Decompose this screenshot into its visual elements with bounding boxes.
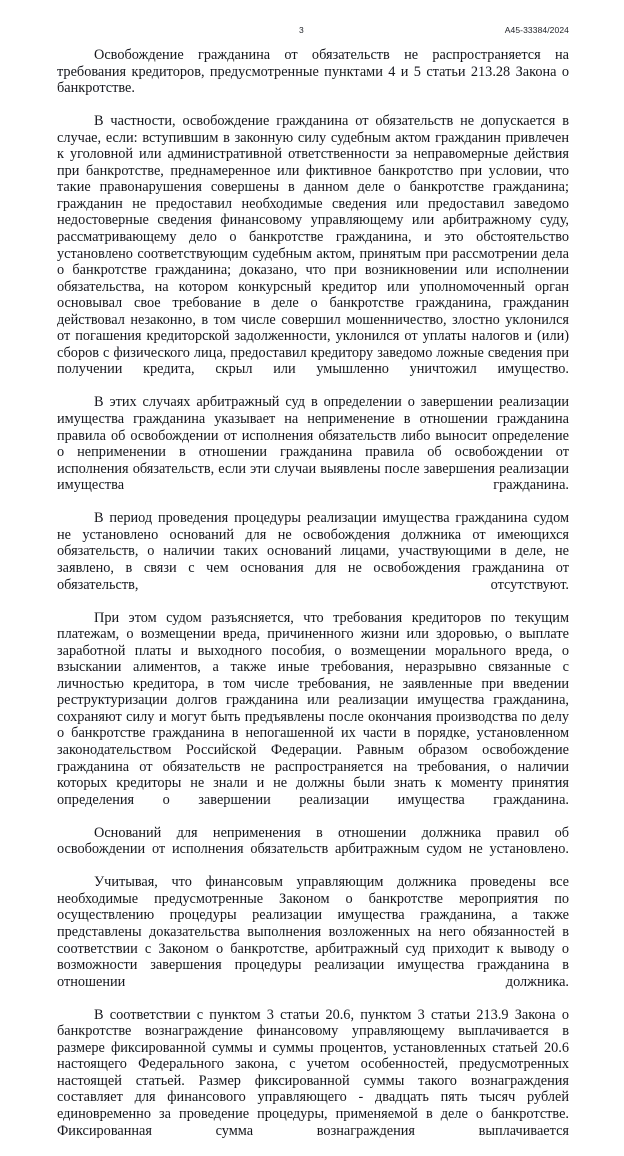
paragraph-4: В период проведения процедуры реализации имущества гражданина судом не установлено оснований для не освобождения должника от имеющихся обязательств, о наличии таких оснований лицами, участвующими в деле, не заявлено, в связи с чем основания для не освобождения гражданина от обязательств, отсутствуют. xyxy=(57,510,569,593)
paragraph-7: Учитывая, что финансовым управляющим должника проведены все необходимые предусмотренные Законом о банкротстве мероприятия по осуществлению процедуры реализации имущества гражданина, а также представлены доказательства выполнения возложенных на него обязанностей в соответствии с Законом о банкротстве, арбитражный суд приходит к выводу о возможности завершения процедуры реализации имущества гражданина в отношении должника. xyxy=(57,874,569,990)
paragraph-6: Оснований для неприменения в отношении должника правил об освобождении от исполнения обязательств арбитражным судом не установлено. xyxy=(57,824,569,858)
page-header xyxy=(58,25,572,39)
document-body xyxy=(57,47,569,1156)
page-number: 3 xyxy=(299,25,304,35)
paragraph-3: В этих случаях арбитражный суд в определении о завершении реализации имущества гражданина указывает на неприменение в отношении гражданина правила об освобождении от исполнения обязательств либо выносит определение о неприменении в отношении гражданина правила об освобождении от исполнения обязательств, если эти случаи выявлены после завершения реализации имущества гражданина. xyxy=(57,394,569,494)
paragraph-1: Освобождение гражданина от обязательств не распространяется на требования кредиторов, предусмотренные пунктами 4 и 5 статьи 213.28 Закона о банкротстве. xyxy=(57,47,569,97)
paragraph-5: При этом судом разъясняется, что требования кредиторов по текущим платежам, о возмещении вреда, причиненного жизни или здоровью, о выплате заработной платы и выходного пособия, о возмещении морального вреда, о взыскании алиментов, а также иные требования, неразрывно связанные с личностью кредитора, в том числе требования, не заявленные при введении реструктуризации долгов гражданина или реализации имущества гражданина, сохраняют силу и могут быть предъявлены после окончания производства по делу о банкротстве гражданина в непогашенной их части в порядке, установленном законодательством Российской Федерации. Равным образом освобождение гражданина от обязательств не распространяется на требования, о наличии которых кредиторы не знали и не должны были знать к моменту принятия определения о завершении реализации имущества гражданина. xyxy=(57,609,569,808)
case-number: А45-33384/2024 xyxy=(504,25,569,35)
paragraph-8: В соответствии с пунктом 3 статьи 20.6, пунктом 3 статьи 213.9 Закона о банкротстве вознаграждение финансовому управляющему выплачивается в размере фиксированной суммы и суммы процентов, установленных статьей 20.6 настоящего Федерального закона, с учетом особенностей, предусмотренных настоящей статьей. Размер фиксированной суммы такого вознаграждения составляет для финансового управляющего - двадцать пять тысяч рублей единовременно за проведение процедуры, применяемой в деле о банкротстве. Фиксированная сумма вознаграждения выплачивается xyxy=(57,1006,569,1139)
paragraph-2: В частности, освобождение гражданина от обязательств не допускается в случае, если: вступившим в законную силу судебным актом гражданин привлечен к уголовной или административной ответственности за неправомерные действия при банкротстве, преднамеренное или фиктивное банкротство при условии, что такие правонарушения совершены в данном деле о банкротстве гражданина; гражданин не предоставил необходимые сведения или предоставил заведомо недостоверные сведения финансовому управляющему или арбитражному суду, рассматривающему дело о банкротстве гражданина, и это обстоятельство установлено соответствующим судебным актом, принятым при рассмотрении дела о банкротстве гражданина; доказано, что при возникновении или исполнении обязательства, на котором конкурсный кредитор или уполномоченный орган основывал свое требование в деле о банкротстве гражданина, гражданин действовал незаконно, в том числе совершил мошенничество, злостно уклонился от погашения кредиторской задолженности, уклонился от уплаты налогов и (или) сборов с физического лица, предоставил кредитору заведомо ложные сведения при получении кредита, скрыл или умышленно уничтожил имущество. xyxy=(57,113,569,378)
